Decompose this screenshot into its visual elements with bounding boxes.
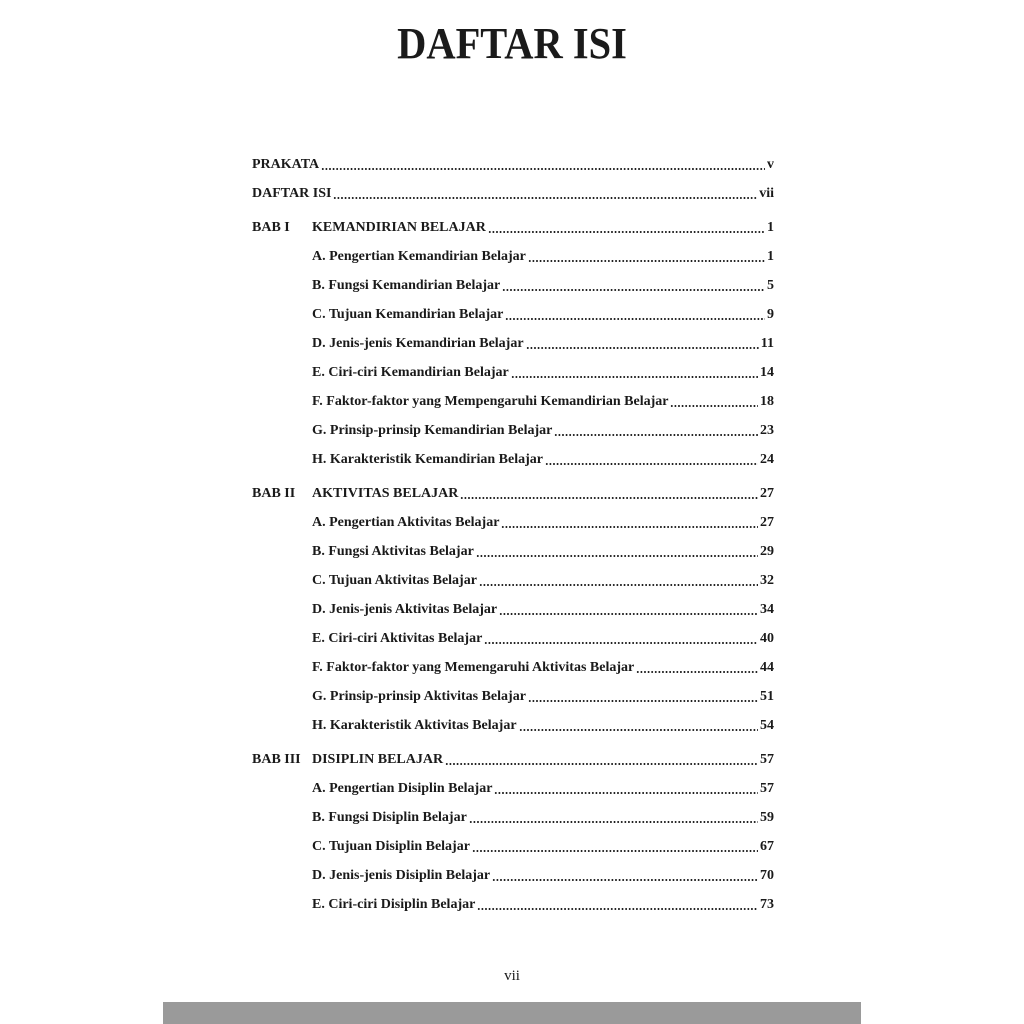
toc-entry-page: 32 [760, 572, 774, 588]
toc-chapter-3[interactable] [252, 745, 774, 774]
toc-entry-page: 5 [767, 277, 774, 293]
toc-entry-label: D. Jenis-jenis Kemandirian Belajar [312, 335, 524, 351]
dot-leader [505, 317, 765, 321]
toc-entry-label: A. Pengertian Kemandirian Belajar [312, 248, 526, 264]
toc-entry-page: 57 [760, 751, 774, 767]
dot-leader [636, 670, 758, 674]
toc-entry-label: D. Jenis-jenis Disiplin Belajar [312, 867, 491, 883]
dot-leader [477, 907, 758, 911]
dot-leader [499, 612, 758, 616]
toc-section[interactable] [252, 890, 774, 919]
chapter-title: KEMANDIRIAN BELAJAR [312, 219, 486, 235]
toc-entry-label: D. Jenis-jenis Aktivitas Belajar [312, 601, 498, 617]
dot-leader [488, 230, 765, 234]
toc-entry-label: E. Ciri-ciri Disiplin Belajar [312, 896, 476, 912]
page-title: DAFTAR ISI [397, 19, 627, 68]
toc-entry-page: 23 [760, 422, 774, 438]
toc-entry-page: 40 [760, 630, 774, 646]
dot-leader [484, 641, 758, 645]
toc-entry-page: 29 [760, 543, 774, 559]
toc-entry-label: PRAKATA [252, 156, 320, 172]
toc-section[interactable] [252, 537, 774, 566]
toc-section[interactable] [252, 300, 774, 329]
toc-entry-page: 18 [760, 393, 774, 409]
page-number: vii [504, 968, 520, 984]
dot-leader [492, 878, 758, 882]
toc-section[interactable] [252, 329, 774, 358]
dot-leader [333, 196, 757, 200]
toc-section[interactable] [252, 387, 774, 416]
toc-entry-label: B. Fungsi Kemandirian Belajar [312, 277, 501, 293]
toc-entry-page: 14 [760, 364, 774, 380]
dot-leader [528, 699, 758, 703]
toc-section[interactable] [252, 595, 774, 624]
toc-entry-page: 51 [760, 688, 774, 704]
toc-entry-page: 1 [767, 248, 774, 264]
toc-entry-label: A. Pengertian Aktivitas Belajar [312, 514, 500, 530]
toc-section[interactable] [252, 358, 774, 387]
toc-entry-page: v [767, 156, 774, 172]
dot-leader [321, 167, 765, 171]
dot-leader [519, 728, 758, 732]
toc-entry-page: 67 [760, 838, 774, 854]
toc-section[interactable] [252, 508, 774, 537]
toc-section[interactable] [252, 445, 774, 474]
chapter-number: BAB III [252, 751, 301, 767]
dot-leader [545, 462, 758, 466]
toc-section[interactable] [252, 682, 774, 711]
dot-leader [460, 496, 758, 500]
toc-entry-label: DAFTAR ISI [252, 185, 332, 201]
toc-entry-page: 11 [760, 335, 774, 351]
toc-section[interactable] [252, 242, 774, 271]
toc-section[interactable] [252, 832, 774, 861]
toc-section[interactable] [252, 624, 774, 653]
dot-leader [479, 583, 758, 587]
toc-entry-label: H. Karakteristik Kemandirian Belajar [312, 451, 543, 467]
toc-section[interactable] [252, 271, 774, 300]
dot-leader [476, 554, 758, 558]
toc-entry-page: 44 [760, 659, 774, 675]
toc-entry-page: 24 [760, 451, 774, 467]
toc-entry-page: 73 [760, 896, 774, 912]
dot-leader [528, 259, 765, 263]
toc-entry-daftar-isi[interactable] [252, 179, 774, 208]
chapter-title: AKTIVITAS BELAJAR [312, 485, 459, 501]
dot-leader [445, 762, 758, 766]
toc-section[interactable] [252, 711, 774, 740]
dot-leader [501, 525, 758, 529]
toc-entry-label: G. Prinsip-prinsip Kemandirian Belajar [312, 422, 553, 438]
dot-leader [554, 433, 758, 437]
toc-entry-label: F. Faktor-faktor yang Mempengaruhi Kemandirian Belajar [312, 393, 669, 409]
toc-entry-label: C. Tujuan Disiplin Belajar [312, 838, 470, 854]
toc-entry-page: 27 [760, 514, 774, 530]
dot-leader [511, 375, 758, 379]
toc-section[interactable] [252, 416, 774, 445]
toc-chapter-1[interactable] [252, 213, 774, 242]
toc-entry-page: 27 [760, 485, 774, 501]
toc-section[interactable] [252, 803, 774, 832]
toc-entry-page: 34 [760, 601, 774, 617]
toc-entry-label: H. Karakteristik Aktivitas Belajar [312, 717, 517, 733]
toc-entry-label: C. Tujuan Aktivitas Belajar [312, 572, 477, 588]
footer-bar [163, 1002, 861, 1024]
dot-leader [502, 288, 765, 292]
chapter-number: BAB I [252, 219, 290, 235]
toc-entry-page: 54 [760, 717, 774, 733]
toc-entry-page: 57 [760, 780, 774, 796]
dot-leader [526, 346, 759, 350]
toc-chapter-2[interactable] [252, 479, 774, 508]
dot-leader [469, 820, 758, 824]
toc-entry-label: C. Tujuan Kemandirian Belajar [312, 306, 504, 322]
toc-section[interactable] [252, 861, 774, 890]
toc-entry-page: vii [759, 185, 774, 201]
toc-entry-label: B. Fungsi Disiplin Belajar [312, 809, 467, 825]
toc-entry-label: G. Prinsip-prinsip Aktivitas Belajar [312, 688, 526, 704]
toc-entry-label: A. Pengertian Disiplin Belajar [312, 780, 493, 796]
toc-entry-page: 9 [767, 306, 774, 322]
dot-leader [670, 404, 758, 408]
chapter-title: DISIPLIN BELAJAR [312, 751, 444, 767]
chapter-number: BAB II [252, 485, 296, 501]
toc-entry-page: 59 [760, 809, 774, 825]
toc-entry-label: E. Ciri-ciri Kemandirian Belajar [312, 364, 509, 380]
toc-entry-label: F. Faktor-faktor yang Memengaruhi Aktivitas Belajar [312, 659, 635, 675]
dot-leader [494, 791, 758, 795]
table-of-contents [252, 150, 774, 919]
toc-section[interactable] [252, 774, 774, 803]
toc-entry-page: 1 [767, 219, 774, 235]
toc-entry-prakata[interactable] [252, 150, 774, 179]
toc-section[interactable] [252, 653, 774, 682]
toc-entry-label: E. Ciri-ciri Aktivitas Belajar [312, 630, 483, 646]
toc-section[interactable] [252, 566, 774, 595]
toc-entry-page: 70 [760, 867, 774, 883]
dot-leader [472, 849, 758, 853]
toc-entry-label: B. Fungsi Aktivitas Belajar [312, 543, 474, 559]
